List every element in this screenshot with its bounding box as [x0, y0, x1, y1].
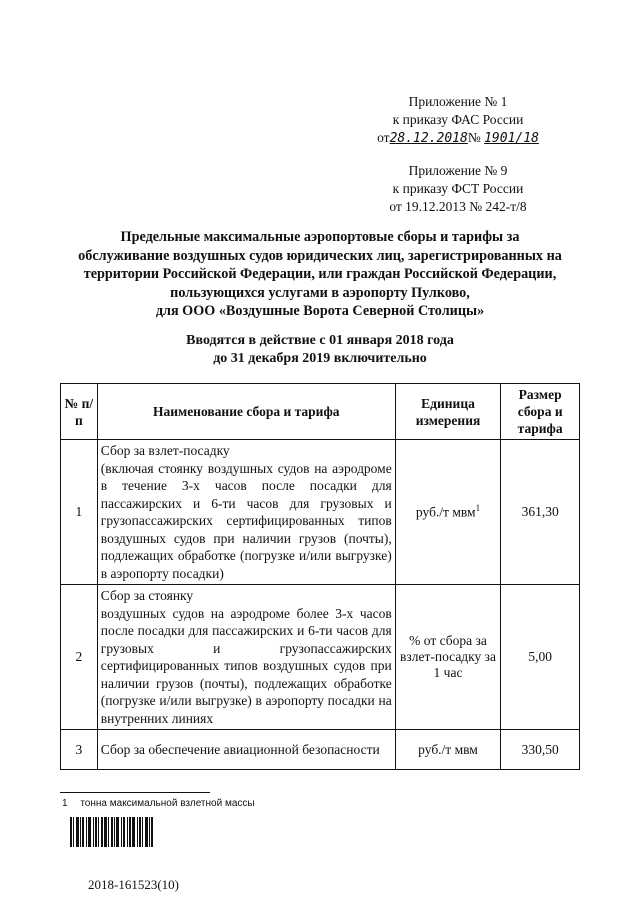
table-header-row — [61, 384, 580, 440]
service-description: (включая стоянку воздушных судов на аэродроме в течение 3-х часов после посадки для пассажирских и 6-ти часов для грузовых и грузопассажирских сертифицированных типов воздушных судов при наличии грузов (почты), подлежащих обработке (погрузке и/или выгрузке) в аэропорту посадки) — [100, 460, 392, 581]
effective-from: Вводятся в действие с 01 января 2018 года — [186, 333, 454, 348]
service-description: воздушных судов на аэродроме более 3-х часов после посадки для пассажирских и 6-ти часов для грузовых и грузопассажирских сертифицированных типов воздушных судов при наличии грузов (почты), подлежащих обработке (погрузке и/или выгрузке) в аэропорту посадки на внутренних линиях — [100, 605, 392, 726]
row-amount: 361,30 — [501, 440, 580, 585]
row-service — [97, 440, 395, 585]
row-num: 2 — [61, 585, 98, 730]
effective-period — [60, 332, 580, 368]
appendix-9-block — [368, 162, 548, 216]
table-row — [61, 730, 580, 770]
footnote-ref: 1 — [475, 503, 481, 514]
row-service: Сбор за обеспечение авиационной безопасности — [97, 730, 395, 770]
title-line: Предельные максимальные аэропортовые сборы и тарифы за — [120, 229, 520, 245]
row-num: 3 — [61, 730, 98, 770]
document-title — [60, 228, 580, 321]
title-line: обслуживание воздушных судов юридических лиц, зарегистрированных на — [78, 247, 562, 264]
footnote-text: тонна максимальной взлетной массы — [80, 798, 255, 809]
row-service — [97, 585, 395, 730]
tariff-table — [60, 383, 580, 770]
appendix-9-date: от 19.12.2013 № 242-т/8 — [389, 199, 527, 214]
document-number: 2018-161523(10) — [88, 877, 179, 892]
footnote-number: 1 — [62, 798, 68, 809]
header-unit: Единица измерения — [395, 384, 501, 440]
row-num: 1 — [61, 440, 98, 585]
appendix-1-block — [368, 93, 548, 148]
appendix-1-order: к приказу ФАС России — [392, 112, 524, 127]
appendix-1-date: 28.12.2018 — [389, 131, 468, 146]
row-unit: % от сбора за взлет-посадку за 1 час — [395, 585, 501, 730]
footnote — [62, 798, 255, 809]
appendix-1-num-sign: № — [467, 130, 481, 145]
row-amount: 330,50 — [501, 730, 580, 770]
header-amount: Размер сбора и тарифа — [501, 384, 580, 440]
table-row — [61, 585, 580, 730]
barcode — [70, 817, 166, 847]
service-title: Сбор за стоянку — [100, 588, 194, 603]
footnote-divider — [60, 792, 210, 793]
title-line: пользующихся услугами в аэропорту Пулково, — [170, 284, 470, 301]
row-amount: 5,00 — [501, 585, 580, 730]
title-line: для ООО «Воздушные Ворота Северной Столицы» — [155, 303, 485, 319]
row-unit — [395, 440, 501, 585]
appendix-1-from: от — [377, 130, 390, 145]
appendix-9-label: Приложение № 9 — [408, 163, 508, 178]
row-unit: руб./т мвм — [395, 730, 501, 770]
effective-to: до 31 декабря 2019 включительно — [213, 351, 427, 366]
title-line: территории Российской Федерации, или граждан Российской Федерации, — [83, 266, 557, 282]
appendix-9-order: к приказу ФСТ России — [392, 181, 524, 196]
service-title: Сбор за взлет-посадку — [100, 443, 230, 458]
table-row — [61, 440, 580, 585]
appendix-1-date-line — [368, 129, 548, 148]
unit-text: руб./т мвм — [415, 504, 476, 520]
appendix-1-number: 1901/18 — [484, 131, 539, 146]
appendix-1-label: Приложение № 1 — [408, 94, 508, 109]
header-name: Наименование сбора и тарифа — [97, 384, 395, 440]
header-num: № п/п — [61, 384, 98, 440]
